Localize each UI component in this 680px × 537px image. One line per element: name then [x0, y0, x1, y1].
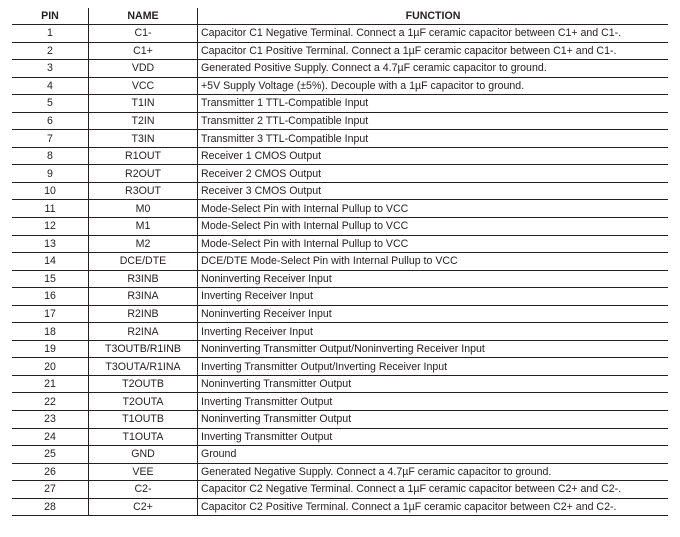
- pin-function-cell: +5V Supply Voltage (±5%). Decouple with a 1µF capacitor to ground.: [198, 77, 669, 95]
- pin-number-cell: 13: [12, 235, 89, 253]
- table-row: [12, 182, 668, 200]
- table-row: [12, 25, 668, 43]
- pin-name-cell: M1: [89, 218, 198, 236]
- pin-number-cell: 27: [12, 481, 89, 499]
- pin-name-cell: M2: [89, 235, 198, 253]
- pin-number-cell: 22: [12, 393, 89, 411]
- pin-function-cell: Inverting Transmitter Output: [198, 393, 669, 411]
- pin-number-cell: 12: [12, 218, 89, 236]
- table-row: [12, 200, 668, 218]
- pin-number-cell: 4: [12, 77, 89, 95]
- table-row: [12, 42, 668, 60]
- pin-number-cell: 3: [12, 60, 89, 78]
- pin-name-cell: R2OUT: [89, 165, 198, 183]
- pin-name-cell: T2OUTB: [89, 375, 198, 393]
- pin-function-cell: Noninverting Transmitter Output: [198, 375, 669, 393]
- pin-number-cell: 9: [12, 165, 89, 183]
- table-row: [12, 340, 668, 358]
- table-row: [12, 481, 668, 499]
- pin-name-cell: VDD: [89, 60, 198, 78]
- pin-name-cell: VEE: [89, 463, 198, 481]
- pin-number-cell: 21: [12, 375, 89, 393]
- pin-number-cell: 28: [12, 498, 89, 516]
- pin-name-cell: T3IN: [89, 130, 198, 148]
- pin-function-cell: Inverting Receiver Input: [198, 288, 669, 306]
- pin-function-cell: Generated Positive Supply. Connect a 4.7µF ceramic capacitor to ground.: [198, 60, 669, 78]
- pin-function-cell: Capacitor C2 Positive Terminal. Connect a 1µF ceramic capacitor between C2+ and C2-.: [198, 498, 669, 516]
- pin-name-cell: T3OUTA/R1INA: [89, 358, 198, 376]
- pin-description-table-container: [12, 8, 668, 516]
- pin-name-cell: M0: [89, 200, 198, 218]
- table-row: [12, 218, 668, 236]
- pin-number-cell: 23: [12, 411, 89, 429]
- pin-number-cell: 11: [12, 200, 89, 218]
- pin-name-cell: C2+: [89, 498, 198, 516]
- pin-name-cell: T1IN: [89, 95, 198, 113]
- pin-function-cell: Noninverting Receiver Input: [198, 270, 669, 288]
- pin-number-cell: 5: [12, 95, 89, 113]
- table-row: [12, 358, 668, 376]
- pin-function-cell: Receiver 1 CMOS Output: [198, 147, 669, 165]
- pin-function-cell: Receiver 2 CMOS Output: [198, 165, 669, 183]
- pin-function-cell: DCE/DTE Mode-Select Pin with Internal Pullup to VCC: [198, 253, 669, 271]
- pin-number-cell: 7: [12, 130, 89, 148]
- table-row: [12, 235, 668, 253]
- table-body: [12, 25, 668, 516]
- pin-number-cell: 6: [12, 112, 89, 130]
- pin-function-cell: Transmitter 1 TTL-Compatible Input: [198, 95, 669, 113]
- table-row: [12, 288, 668, 306]
- pin-function-cell: Mode-Select Pin with Internal Pullup to VCC: [198, 200, 669, 218]
- pin-function-cell: Ground: [198, 446, 669, 464]
- pin-name-cell: R3OUT: [89, 182, 198, 200]
- pin-number-cell: 15: [12, 270, 89, 288]
- table-row: [12, 498, 668, 516]
- pin-number-cell: 16: [12, 288, 89, 306]
- pin-number-cell: 25: [12, 446, 89, 464]
- pin-number-cell: 19: [12, 340, 89, 358]
- pin-number-cell: 2: [12, 42, 89, 60]
- pin-function-cell: Mode-Select Pin with Internal Pullup to VCC: [198, 235, 669, 253]
- pin-name-cell: R1OUT: [89, 147, 198, 165]
- pin-number-cell: 20: [12, 358, 89, 376]
- pin-function-cell: Noninverting Receiver Input: [198, 305, 669, 323]
- pin-function-cell: Receiver 3 CMOS Output: [198, 182, 669, 200]
- table-row: [12, 446, 668, 464]
- table-row: [12, 112, 668, 130]
- table-row: [12, 428, 668, 446]
- pin-function-cell: Capacitor C1 Positive Terminal. Connect a 1µF ceramic capacitor between C1+ and C1-.: [198, 42, 669, 60]
- column-header-function: FUNCTION: [198, 8, 669, 25]
- table-row: [12, 375, 668, 393]
- pin-function-cell: Inverting Transmitter Output: [198, 428, 669, 446]
- pin-name-cell: R3INA: [89, 288, 198, 306]
- pin-number-cell: 14: [12, 253, 89, 271]
- column-header-pin: PIN: [12, 8, 89, 25]
- pin-number-cell: 10: [12, 182, 89, 200]
- pin-function-cell: Noninverting Transmitter Output/Noninverting Receiver Input: [198, 340, 669, 358]
- pin-number-cell: 1: [12, 25, 89, 43]
- pin-name-cell: DCE/DTE: [89, 253, 198, 271]
- pin-function-cell: Inverting Receiver Input: [198, 323, 669, 341]
- table-header-row: [12, 8, 668, 25]
- pin-number-cell: 24: [12, 428, 89, 446]
- pin-function-cell: Capacitor C2 Negative Terminal. Connect a 1µF ceramic capacitor between C2+ and C2-.: [198, 481, 669, 499]
- pin-function-cell: Generated Negative Supply. Connect a 4.7µF ceramic capacitor to ground.: [198, 463, 669, 481]
- pin-function-cell: Noninverting Transmitter Output: [198, 411, 669, 429]
- pin-name-cell: R3INB: [89, 270, 198, 288]
- pin-name-cell: GND: [89, 446, 198, 464]
- pin-name-cell: VCC: [89, 77, 198, 95]
- table-row: [12, 77, 668, 95]
- pin-name-cell: R2INB: [89, 305, 198, 323]
- pin-name-cell: T3OUTB/R1INB: [89, 340, 198, 358]
- pin-description-table: [12, 8, 668, 516]
- pin-function-cell: Mode-Select Pin with Internal Pullup to VCC: [198, 218, 669, 236]
- table-row: [12, 165, 668, 183]
- pin-function-cell: Capacitor C1 Negative Terminal. Connect a 1µF ceramic capacitor between C1+ and C1-.: [198, 25, 669, 43]
- pin-name-cell: T2OUTA: [89, 393, 198, 411]
- pin-number-cell: 18: [12, 323, 89, 341]
- table-row: [12, 130, 668, 148]
- pin-name-cell: T1OUTA: [89, 428, 198, 446]
- table-row: [12, 270, 668, 288]
- pin-name-cell: T2IN: [89, 112, 198, 130]
- table-row: [12, 463, 668, 481]
- pin-function-cell: Transmitter 2 TTL-Compatible Input: [198, 112, 669, 130]
- pin-name-cell: C1-: [89, 25, 198, 43]
- pin-name-cell: C2-: [89, 481, 198, 499]
- pin-function-cell: Transmitter 3 TTL-Compatible Input: [198, 130, 669, 148]
- pin-number-cell: 17: [12, 305, 89, 323]
- pin-number-cell: 26: [12, 463, 89, 481]
- pin-name-cell: C1+: [89, 42, 198, 60]
- pin-number-cell: 8: [12, 147, 89, 165]
- column-header-name: NAME: [89, 8, 198, 25]
- table-row: [12, 305, 668, 323]
- table-row: [12, 95, 668, 113]
- table-row: [12, 323, 668, 341]
- pin-name-cell: T1OUTB: [89, 411, 198, 429]
- table-row: [12, 393, 668, 411]
- table-row: [12, 411, 668, 429]
- pin-name-cell: R2INA: [89, 323, 198, 341]
- table-row: [12, 60, 668, 78]
- pin-function-cell: Inverting Transmitter Output/Inverting Receiver Input: [198, 358, 669, 376]
- table-row: [12, 253, 668, 271]
- table-row: [12, 147, 668, 165]
